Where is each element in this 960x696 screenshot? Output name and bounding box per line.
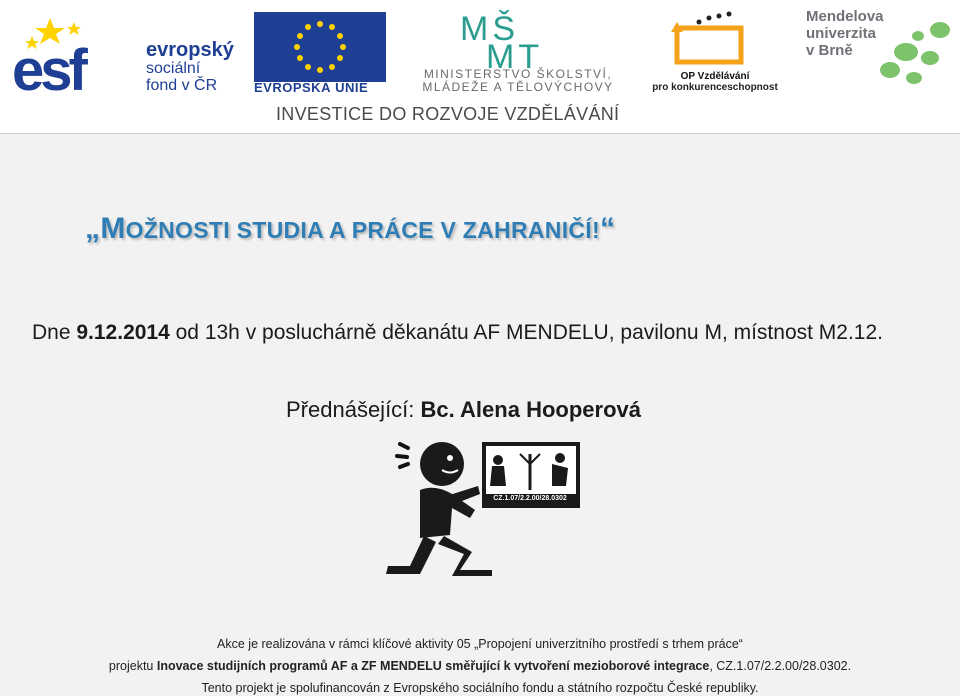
esf-logo bbox=[12, 14, 140, 92]
eu-caption: EVROPSKÁ UNIE bbox=[254, 80, 369, 95]
tagline: INVESTICE DO ROZVOJE VZDĚLÁVÁNÍ bbox=[276, 104, 620, 124]
svg-text:MŠ: MŠ bbox=[460, 10, 519, 48]
op-logo bbox=[669, 10, 759, 70]
slide-title: „MOŽNOSTI STUDIA A PRÁCE V ZAHRANIČÍ!“ bbox=[85, 212, 616, 245]
esf-label: evropský sociální fond v ČR bbox=[146, 39, 234, 94]
eu-flag-icon bbox=[254, 12, 386, 82]
speaker-line: Přednášející: Bc. Alena Hooperová bbox=[286, 397, 641, 422]
logo-header bbox=[0, 0, 960, 133]
footer-line-1: Akce je realizována v rámci klíčové aktivity 05 „Propojení univerzitního prostředí s trhem práce“ bbox=[217, 637, 743, 651]
footer-line-2: projektu Inovace studijních programů AF a ZF MENDELU směřující k vytvoření mezioborové integrace, CZ.1.07/2.2.00/28.0302. bbox=[108, 659, 852, 673]
sign-code: CZ.1.07/2.2.00/28.0302 bbox=[493, 495, 567, 502]
msmt-label: MINISTERSTVO ŠKOLSTVÍ, MLÁDEŽE A TĚLOVÝCHOVY bbox=[422, 67, 614, 94]
footer-line-3: Tento projekt je spolufinancován z Evropského sociálního fondu a státního rozpočtu České republiky. bbox=[201, 681, 759, 695]
op-label: OP Vzdělávání pro konkurenceschopnost bbox=[652, 71, 778, 93]
event-info: Dne 9.12.2014 od 13h v posluchárně děkanátu AF MENDELU, pavilonu M, místnost M2.12. bbox=[32, 321, 883, 344]
svg-text:esf: esf bbox=[12, 38, 84, 92]
mendel-label: Mendelova univerzita v Brně bbox=[806, 8, 884, 59]
msmt-logo bbox=[456, 10, 576, 70]
mendel-logo-dots bbox=[848, 18, 958, 98]
svg-text:MT: MT bbox=[486, 38, 544, 70]
presenter-figure-icon bbox=[380, 440, 585, 580]
